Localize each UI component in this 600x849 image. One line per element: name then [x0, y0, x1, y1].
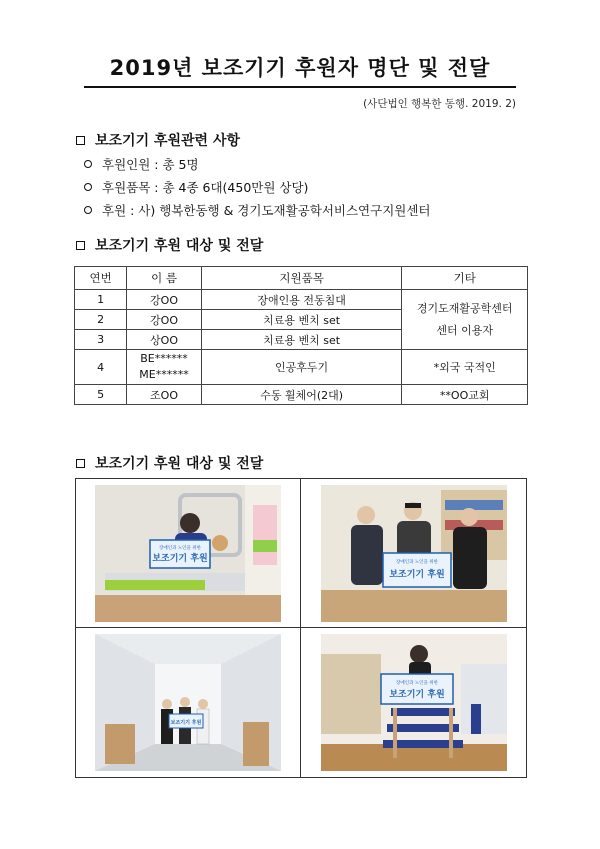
cell-name: 상OO: [127, 330, 202, 350]
cell-no: 2: [75, 310, 127, 330]
cell-note: **OO교회: [402, 385, 528, 405]
bullet-text: 후원 : 사) 행복한동행 & 경기도재활공학서비스연구지원센터: [102, 203, 431, 218]
header-no: 연번: [75, 267, 127, 290]
header-note: 기타: [402, 267, 528, 290]
cell-item: 치료용 벤치 set: [201, 330, 402, 350]
photo-larynx-delivery: [321, 485, 507, 622]
photo-cell: [76, 479, 301, 628]
cell-name: 조OO: [127, 385, 202, 405]
photo-grid: [75, 478, 527, 778]
cell-name-line1: BE******: [140, 352, 188, 365]
bullet-donor-count: [84, 155, 199, 173]
sign-small-text: 장애인과 노인을 위한: [159, 545, 201, 551]
photo-therapy-bench: [321, 634, 507, 771]
circle-bullet-icon: [84, 206, 92, 214]
photo-cell: [301, 628, 526, 777]
cell-name: 강OO: [127, 310, 202, 330]
square-bullet-icon: [76, 241, 85, 250]
cell-no: 3: [75, 330, 127, 350]
cell-no: 4: [75, 350, 127, 385]
cell-name: [127, 350, 202, 385]
header-name: 이 름: [127, 267, 202, 290]
bullet-text: 후원인원 : 총 5명: [102, 157, 199, 172]
square-bullet-icon: [76, 459, 85, 468]
photo-cell: [301, 479, 526, 628]
table-row: [75, 290, 528, 310]
sign-small-text: 장애인과 노인을 위한: [395, 559, 438, 565]
header-item: 지원품목: [201, 267, 402, 290]
circle-bullet-icon: [84, 183, 92, 191]
cell-name-line2: ME******: [139, 368, 189, 381]
photo-electric-bed: [95, 485, 281, 622]
merged-note-text: 경기도재활공학센터 센터 이용자: [416, 301, 513, 337]
photo-cell: [76, 628, 301, 777]
document-source: (사단법인 행복한 동행. 2019. 2): [363, 98, 516, 110]
bed-green-rail: [105, 580, 205, 590]
bullet-sponsor: [84, 201, 431, 219]
bullet-donated-items: [84, 178, 308, 196]
sign-big-text: 보조기기 후원: [388, 690, 445, 700]
section-heading-recipients: [76, 235, 263, 255]
cell-item: 수동 휠체어(2대): [201, 385, 402, 405]
sign-small-text: 장애인과 노인을 위한: [395, 681, 438, 686]
table-row: [75, 350, 528, 385]
cell-note-merged: [402, 290, 528, 350]
section-heading-photos: [76, 453, 263, 473]
section-heading-text: 보조기기 후원 대상 및 전달: [95, 238, 264, 254]
cell-no: 1: [75, 290, 127, 310]
table-header-row: [75, 267, 528, 290]
photo-hallway-group: [95, 634, 281, 771]
cell-item: 장애인용 전동침대: [201, 290, 402, 310]
document-title: 2019년 보조기기 후원자 명단 및 전달: [109, 56, 491, 80]
square-bullet-icon: [76, 136, 85, 145]
cell-note: *외국 국적인: [402, 350, 528, 385]
cell-item: 인공후두기: [201, 350, 402, 385]
title-underline: [84, 86, 516, 88]
section-heading-support-info: [76, 130, 240, 150]
cell-item: 치료용 벤치 set: [201, 310, 402, 330]
section-heading-text: 보조기기 후원관련 사항: [95, 133, 240, 149]
cell-name: 강OO: [127, 290, 202, 310]
sign-big-text: 보조기기 후원: [388, 569, 445, 580]
bullet-text: 후원품목 : 총 4종 6대(450만원 상당): [102, 180, 309, 195]
circle-bullet-icon: [84, 160, 92, 168]
section-heading-text: 보조기기 후원 대상 및 전달: [95, 456, 264, 472]
sign-big-text: 보조기기 후원: [152, 553, 208, 564]
sign-big-text: 보조기기 후원: [170, 720, 202, 726]
cell-no: 5: [75, 385, 127, 405]
table-row: [75, 385, 528, 405]
recipient-table: [74, 266, 528, 405]
